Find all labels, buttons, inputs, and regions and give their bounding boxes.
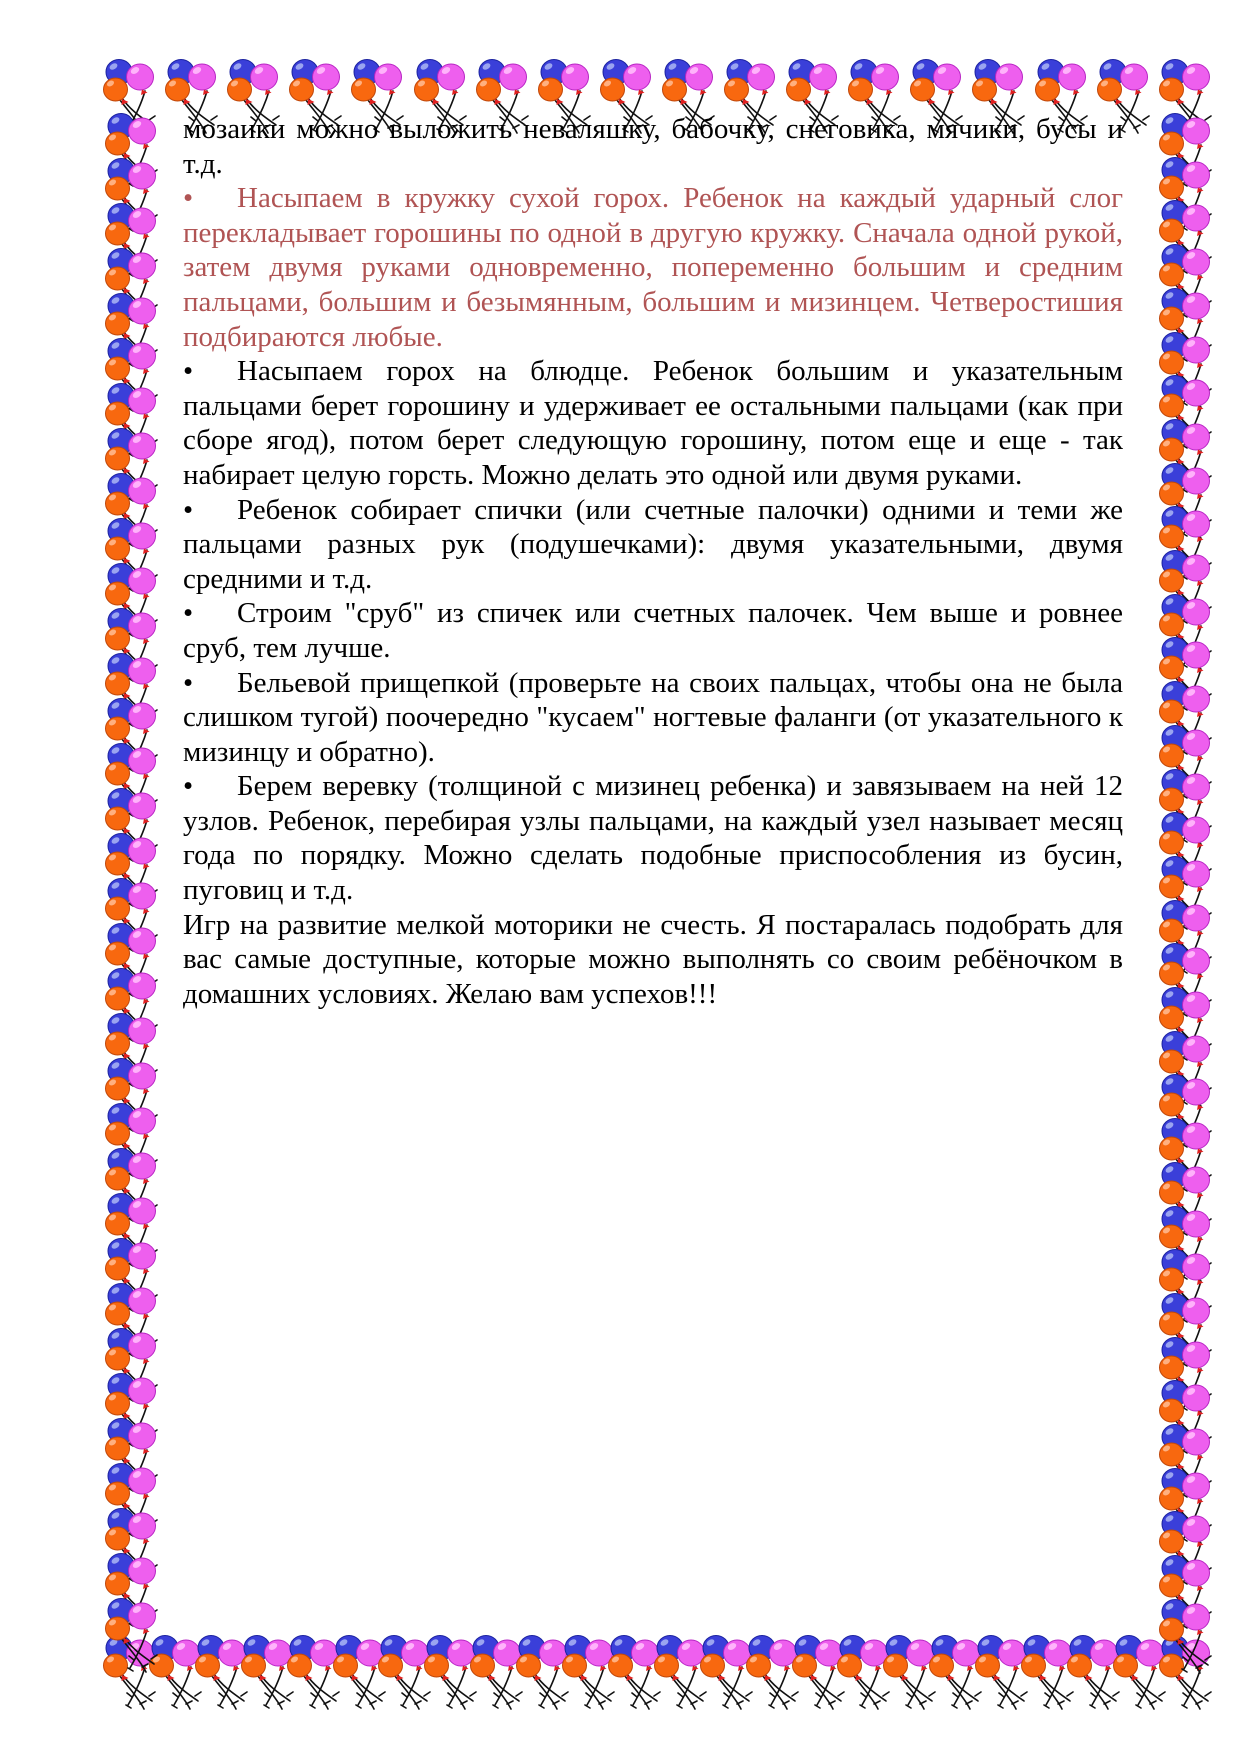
balloon-cluster-icon xyxy=(1158,1161,1214,1239)
list-item-1 xyxy=(183,181,1123,354)
balloon-cluster-icon xyxy=(1158,374,1214,452)
balloon-cluster-icon xyxy=(1158,418,1214,496)
balloon-cluster-icon xyxy=(1158,1554,1214,1632)
balloon-cluster-icon xyxy=(1158,636,1214,714)
bullet-marker: • xyxy=(183,770,194,803)
balloon-cluster-icon xyxy=(104,427,160,505)
balloon-cluster-icon xyxy=(1020,1634,1076,1712)
balloon-cluster-icon xyxy=(104,877,160,955)
balloon-cluster-icon xyxy=(1158,199,1214,277)
balloon-cluster-icon xyxy=(104,1012,160,1090)
balloon-cluster-icon xyxy=(104,1237,160,1315)
balloon-cluster-icon xyxy=(104,562,160,640)
balloon-cluster-icon xyxy=(1158,549,1214,627)
balloon-cluster-icon xyxy=(1158,1292,1214,1370)
balloon-cluster-icon xyxy=(194,1634,250,1712)
balloon-cluster-icon xyxy=(104,157,160,235)
balloon-cluster-icon xyxy=(1158,1467,1214,1545)
balloon-cluster-icon xyxy=(148,1634,204,1712)
balloon-cluster-icon xyxy=(1158,986,1214,1064)
balloon-cluster-icon xyxy=(104,1282,160,1360)
balloon-cluster-icon xyxy=(607,1634,663,1712)
balloon-cluster-icon xyxy=(377,1634,433,1712)
balloon-cluster-icon xyxy=(104,787,160,865)
balloon-cluster-icon xyxy=(1158,855,1214,933)
balloon-cluster-icon xyxy=(1158,462,1214,540)
balloon-cluster-icon xyxy=(332,1634,388,1712)
list-item-text: Берем веревку (толщиной с мизинец ребенка) и завязываем на ней 12 узлов. Ребенок, перебирая узлы пальцами, на каждый узел называет месяц года по порядку. Можно сделать подобные приспособления из бусин, пуговиц и т.д. xyxy=(183,770,1123,907)
balloon-cluster-icon xyxy=(1158,1634,1214,1712)
balloon-cluster-icon xyxy=(974,1634,1030,1712)
balloon-cluster-icon xyxy=(1158,505,1214,583)
balloon-cluster-icon xyxy=(104,1327,160,1405)
balloon-cluster-icon xyxy=(1158,243,1214,321)
document-body xyxy=(183,112,1123,1011)
balloon-cluster-icon xyxy=(1112,1634,1168,1712)
balloon-cluster-icon xyxy=(1158,1379,1214,1457)
balloon-cluster-icon xyxy=(240,1634,296,1712)
balloon-cluster-icon xyxy=(791,1634,847,1712)
balloon-cluster-icon xyxy=(1066,1634,1122,1712)
list-item-text: Насыпаем горох на блюдце. Ребенок большим и указательным пальцами берет горошину и удерживает ее остальными пальцами (как при сборе ягод), потом берет следующую горошину, потом еще и еще - так набирает целую горсть. Можно делать это одной или двумя руками. xyxy=(183,355,1123,491)
balloon-cluster-icon xyxy=(882,1634,938,1712)
bullet-marker: • xyxy=(183,182,194,215)
balloon-cluster-icon xyxy=(1158,58,1214,136)
balloon-cluster-icon xyxy=(104,967,160,1045)
balloon-cluster-icon xyxy=(1158,1598,1214,1676)
balloon-cluster-icon xyxy=(104,742,160,820)
balloon-cluster-icon xyxy=(104,922,160,1000)
balloon-cluster-icon xyxy=(423,1634,479,1712)
balloon-cluster-icon xyxy=(653,1634,709,1712)
balloon-cluster-icon xyxy=(836,1634,892,1712)
balloon-cluster-icon xyxy=(104,1057,160,1135)
bullet-marker: • xyxy=(183,493,194,526)
balloon-cluster-icon xyxy=(1158,1205,1214,1283)
balloon-cluster-icon xyxy=(104,292,160,370)
balloon-cluster-icon xyxy=(104,382,160,460)
balloon-cluster-icon xyxy=(469,1634,525,1712)
balloon-cluster-icon xyxy=(699,1634,755,1712)
balloon-cluster-icon xyxy=(104,247,160,325)
balloon-cluster-icon xyxy=(104,1552,160,1630)
balloon-cluster-icon xyxy=(1158,1336,1214,1414)
bullet-marker: • xyxy=(183,666,194,699)
list-item-text: Ребенок собирает спички (или счетные палочки) одними и теми же пальцами разных рук (подушечками): двумя указательными, двумя средними и т.д. xyxy=(183,493,1123,595)
balloon-cluster-icon xyxy=(104,472,160,550)
list-item-2 xyxy=(183,354,1123,492)
balloon-cluster-icon xyxy=(1158,768,1214,846)
balloon-cluster-icon xyxy=(1158,1117,1214,1195)
list-item-4 xyxy=(183,596,1123,665)
list-item-text: Бельевой прищепкой (проверьте на своих пальцах, чтобы она не была слишком тугой) поочередно "кусаем" ногтевые фаланги (от указательного к мизинцу и обратно). xyxy=(183,666,1123,768)
balloon-cluster-icon xyxy=(104,1192,160,1270)
balloon-cluster-icon xyxy=(104,337,160,415)
list-item-text: Насыпаем в кружку сухой горох. Ребенок на каждый ударный слог перекладывает горошины по одной в другую кружку. Сначала одной рукой, затем двумя руками одновременно, попеременно большим и средним пальцами, большим и безымянным, большим и мизинцем. Четверостишия подбираются любые. xyxy=(183,182,1123,353)
balloon-cluster-icon xyxy=(104,202,160,280)
balloon-cluster-icon xyxy=(1158,942,1214,1020)
list-item-6 xyxy=(183,769,1123,907)
balloon-cluster-icon xyxy=(1158,1030,1214,1108)
balloon-cluster-icon xyxy=(745,1634,801,1712)
list-item-5 xyxy=(183,666,1123,770)
balloon-cluster-icon xyxy=(1158,1073,1214,1151)
balloon-cluster-icon xyxy=(1158,331,1214,409)
balloon-cluster-icon xyxy=(104,112,160,190)
balloon-cluster-icon xyxy=(104,832,160,910)
balloon-cluster-icon xyxy=(928,1634,984,1712)
balloon-cluster-icon xyxy=(104,1507,160,1585)
balloon-cluster-icon xyxy=(1158,680,1214,758)
balloon-cluster-icon xyxy=(104,517,160,595)
balloon-cluster-icon xyxy=(104,1597,160,1675)
balloon-cluster-icon xyxy=(1158,287,1214,365)
balloon-cluster-icon xyxy=(104,1102,160,1180)
balloon-cluster-icon xyxy=(561,1634,617,1712)
balloon-cluster-icon xyxy=(104,652,160,730)
balloon-cluster-icon xyxy=(1158,1248,1214,1326)
balloon-cluster-icon xyxy=(104,1372,160,1450)
balloon-cluster-icon xyxy=(1158,156,1214,234)
list-item-text: Строим "сруб" из спичек или счетных палочек. Чем выше и ровнее сруб, тем лучше. xyxy=(183,597,1123,664)
balloon-cluster-icon xyxy=(102,58,158,136)
balloon-cluster-icon xyxy=(104,697,160,775)
balloon-cluster-icon xyxy=(104,607,160,685)
balloon-cluster-icon xyxy=(1158,1423,1214,1501)
balloon-cluster-icon xyxy=(1158,724,1214,802)
balloon-cluster-icon xyxy=(1158,1510,1214,1588)
balloon-cluster-icon xyxy=(1158,112,1214,190)
balloon-cluster-icon xyxy=(1158,811,1214,889)
balloon-cluster-icon xyxy=(104,1147,160,1225)
paragraph-intro: мозаики можно выложить неваляшку, бабочку, снеговика, мячики, бусы и т.д. xyxy=(183,113,1123,180)
bullet-marker: • xyxy=(183,355,194,388)
balloon-cluster-icon xyxy=(104,1417,160,1495)
balloon-cluster-icon xyxy=(515,1634,571,1712)
balloon-cluster-icon xyxy=(1158,899,1214,977)
bullet-marker: • xyxy=(183,597,194,630)
list-item-3 xyxy=(183,493,1123,597)
balloon-cluster-icon xyxy=(1158,593,1214,671)
balloon-cluster-icon xyxy=(286,1634,342,1712)
balloon-cluster-icon xyxy=(104,1462,160,1540)
paragraph-closing: Игр на развитие мелкой моторики не счесть. Я постаралась подобрать для вас самые доступные, которые можно выполнять со своим ребёночком в домашних условиях. Желаю вам успехов!!! xyxy=(183,908,1123,1010)
balloon-cluster-icon xyxy=(102,1634,158,1712)
